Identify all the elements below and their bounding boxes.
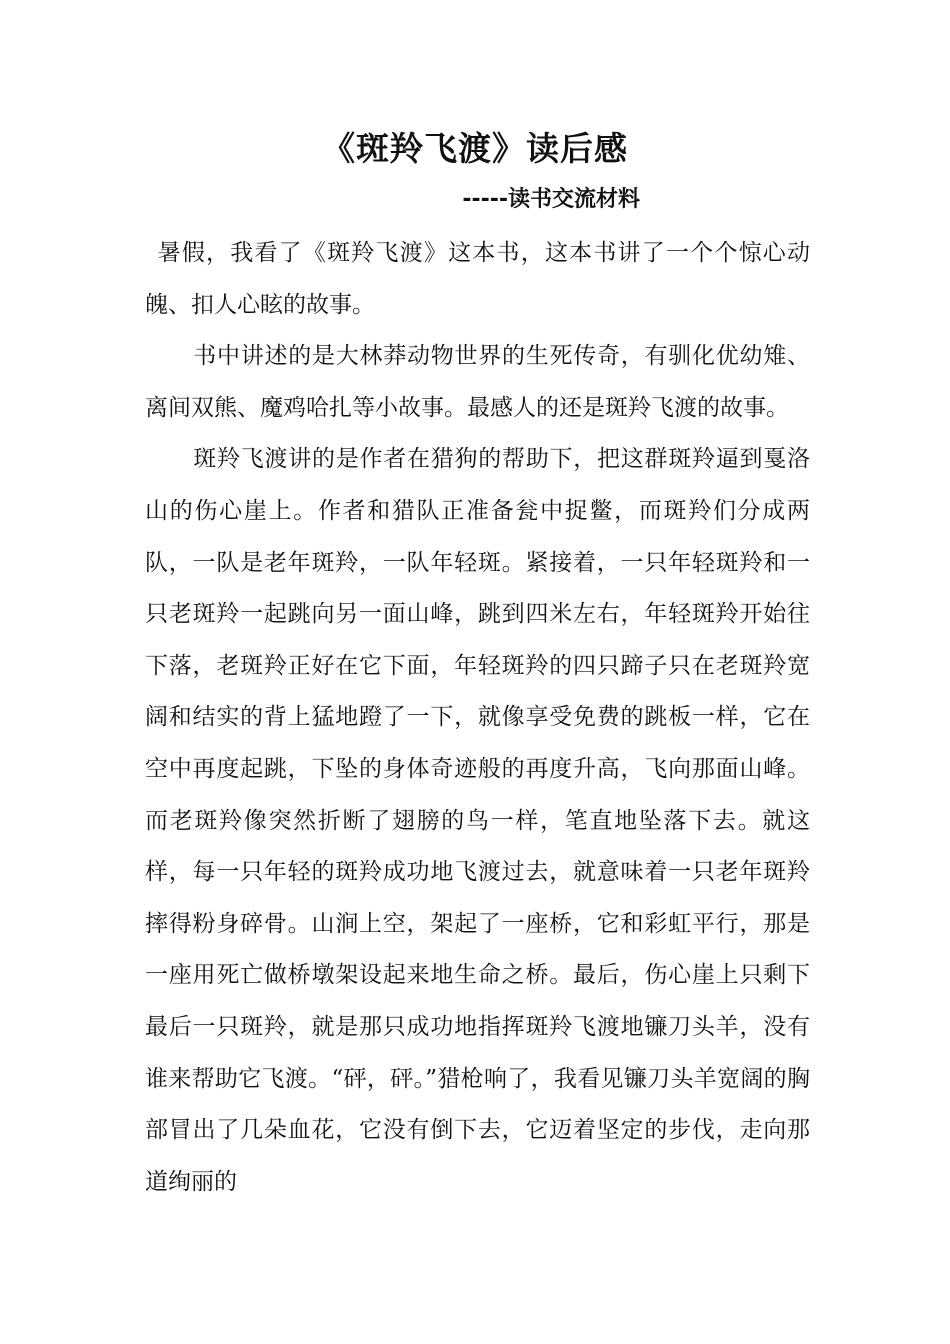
document-body <box>145 228 810 1208</box>
paragraph-3: 斑羚飞渡讲的是作者在猎狗的帮助下，把这群斑羚逼到戛洛山的伤心崖上。作者和猎队正准备瓮中捉鳖，而斑羚们分成两队，一队是老年斑羚，一队年轻斑。紧接着，一只年轻斑羚和一只老斑羚一起跳向另一面山峰，跳到四米左右，年轻斑羚开始往下落，老斑羚正好在它下面，年轻斑羚的四只蹄子只在老斑羚宽阔和结实的背上猛地蹬了一下，就像享受免费的跳板一样，它在空中再度起跳，下坠的身体奇迹般的再度升高，飞向那面山峰。而老斑羚像突然折断了翅膀的鸟一样，笔直地坠落下去。就这样，每一只年轻的斑羚成功地飞渡过去，就意味着一只老年斑羚摔得粉身碎骨。山涧上空，架起了一座桥，它和彩虹平行，那是一座用死亡做桥墩架设起来地生命之桥。最后，伤心崖上只剩下最后一只斑羚，就是那只成功地指挥斑羚飞渡地镰刀头羊，没有谁来帮助它飞渡。“砰，砰。”猎枪响了，我看见镰刀头羊宽阔的胸部冒出了几朵血花，它没有倒下去，它迈着坚定的步伐，走向那道绚丽的 <box>145 446 810 1195</box>
paragraph-1: 暑假，我看了《斑羚飞渡》这本书，这本书讲了一个个惊心动魄、扣人心眩的故事。 <box>145 240 810 318</box>
document-title: 《斑羚飞渡》读后感 <box>322 129 628 168</box>
document-subtitle: -----读书交流材料 <box>462 187 640 212</box>
paragraph-2: 书中讲述的是大林莽动物世界的生死传奇，有驯化优幼雉、离间双熊、魔鸡哈扎等小故事。最感人的还是斑羚飞渡的故事。 <box>145 343 810 421</box>
